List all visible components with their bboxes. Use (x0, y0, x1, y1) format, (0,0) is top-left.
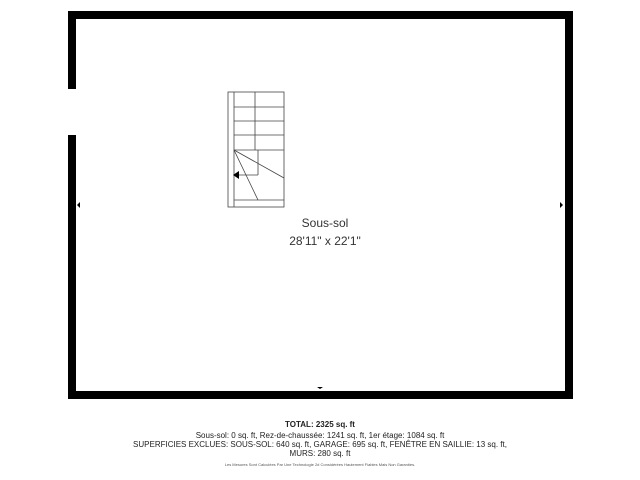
area-breakdown: Sous-sol: 0 sq. ft, Rez-de-chaussée: 1241 sq. ft, 1er étage: 1084 sq. ft (195, 431, 445, 440)
wall-top (68, 11, 573, 19)
wall-bottom (68, 391, 573, 399)
total-value: 2325 sq. ft (315, 420, 355, 429)
dimension-markers (77, 202, 563, 389)
room-dimensions: 28'11" x 22'1" (289, 234, 361, 248)
room-name: Sous-sol (301, 216, 349, 230)
total-label: TOTAL: (285, 420, 314, 429)
wall-left-lower (68, 135, 76, 399)
total-area (0, 420, 640, 430)
disclaimer: Les Mesures Sont Calculées Par Une Technologie 2d Considérées Hautement Fiables Mais Non Garanties. (224, 462, 416, 467)
stair-outline (228, 92, 284, 207)
excluded-areas: SUPERFICIES EXCLUES: SOUS-SOL: 640 sq. ft, GARAGE: 695 sq. ft, FENÊTRE EN SAILLIE: 13 sq. ft, (133, 440, 507, 449)
wall-left-upper (68, 11, 76, 89)
staircase (228, 92, 284, 207)
exterior-walls (68, 11, 573, 399)
wall-right (565, 11, 573, 399)
walls-area: MURS: 280 sq. ft (289, 449, 351, 458)
marker-left (77, 202, 80, 208)
marker-right (560, 202, 563, 208)
marker-bottom (317, 387, 323, 389)
